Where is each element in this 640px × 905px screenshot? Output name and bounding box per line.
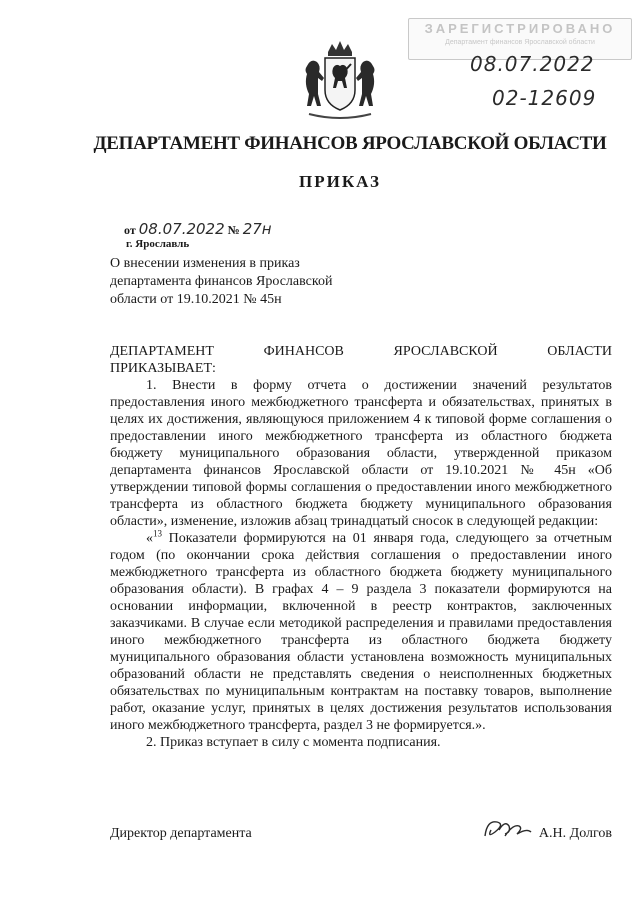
coat-of-arms-icon bbox=[295, 38, 385, 128]
order-body bbox=[110, 343, 612, 751]
number-label: № bbox=[227, 223, 240, 237]
intro-line-2: ПРИКАЗЫВАЕТ: bbox=[110, 361, 216, 376]
order-subject: О внесении изменения в приказ департамента финансов Ярославской области от 19.10.2021 № 45н bbox=[110, 256, 333, 307]
stamp-header: ЗАРЕГИСТРИРОВАНО bbox=[424, 21, 616, 36]
paragraph-point-2: 2. Приказ вступает в силу с момента подписания. bbox=[146, 735, 441, 750]
order-date: 08.07.2022 bbox=[138, 220, 225, 238]
order-number: 27н bbox=[242, 220, 272, 238]
stamp-date: 08.07.2022 bbox=[470, 52, 595, 76]
order-city: г. Ярославль bbox=[126, 238, 190, 250]
quote-text: Показатели формируются на 01 января года, следующего за отчетным годом (по окончании срока действия соглашения о предоставлении иного межбюджетного трансферта из областного бюджета бюджету муниципального образования области). В графах 4 – 9 раздела 3 показатели формируются на основании информации, включенной в реестр контрактов, заключенных заказчиками. В случае если методикой распределения и правилами предоставления иного межбюджетного трансферта из областного бюджета бюджету муниципального образования области установлена возможность муниципальных образований области не представлять сведения о неисполненных бюджетных обязательствах по муниципальным контрактам на поставку товаров, выполнение работ, оказание услуг, принятых в целях достижения результатов использования иного межбюджетного трансферта, раздел 3 не формируется.». bbox=[110, 531, 612, 733]
quote-open-mark: « bbox=[146, 531, 153, 546]
paragraph-quote bbox=[110, 530, 612, 734]
paragraph-point-1: 1. Внести в форму отчета о достижении значений результатов предоставления иного межбюджетного трансферта и обязательствах, принятых в целях их достижения, являющуюся приложением 4 к типовой форме соглашения о предоставлении иного межбюджетного трансферта из областного бюджета бюджету муниципального образования области, утвержденной приказом департамента финансов Ярославской области от 19.10.2021 № 45н «Об утверждении типовой формы соглашения о предоставлении иного межбюджетного трансферта из областного бюджета бюджету муниципального образования области», изменение, изложив абзац тринадцатый сносок в следующей редакции: bbox=[110, 378, 612, 529]
footnote-number: 13 bbox=[153, 528, 162, 539]
department-title: ДЕПАРТАМЕНТ ФИНАНСОВ ЯРОСЛАВСКОЙ ОБЛАСТИ bbox=[93, 133, 607, 154]
signer-title: Директор департамента bbox=[110, 826, 252, 841]
handwritten-signature bbox=[475, 812, 545, 846]
signer-name: А.Н. Долгов bbox=[538, 826, 612, 841]
intro-line-1: ДЕПАРТАМЕНТ ФИНАНСОВ ЯРОСЛАВСКОЙ ОБЛАСТИ bbox=[110, 344, 612, 359]
order-date-number bbox=[124, 220, 272, 238]
document-type-title: ПРИКАЗ bbox=[299, 172, 381, 191]
from-label: от bbox=[124, 223, 136, 237]
stamp-number: 02-12609 bbox=[492, 86, 597, 110]
stamp-subtitle: Департамент финансов Ярославской области bbox=[445, 39, 595, 46]
